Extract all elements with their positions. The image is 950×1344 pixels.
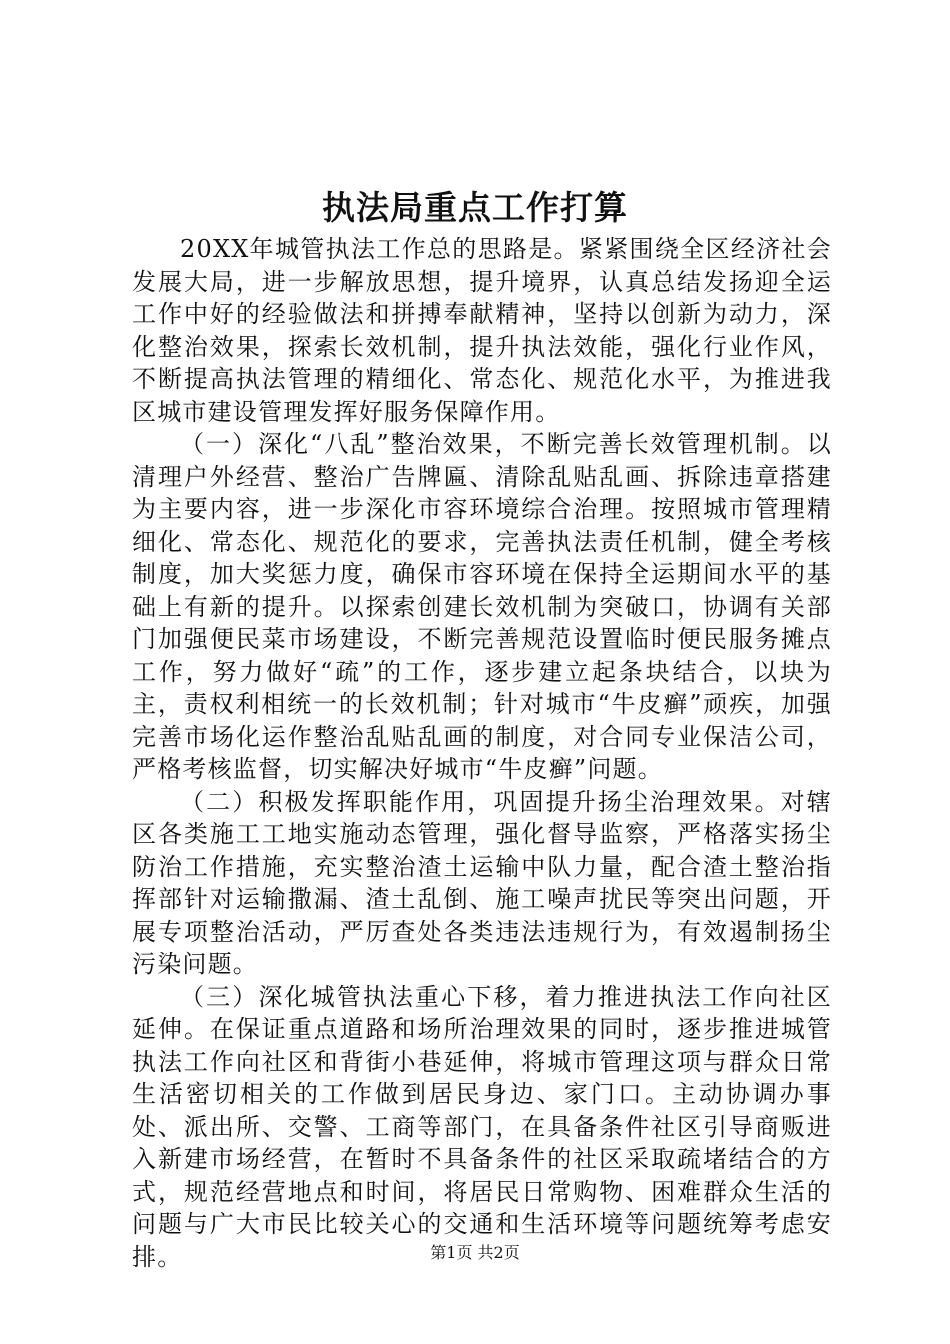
paragraph-section-1: （一）深化“八乱”整治效果，不断完善长效管理机制。以清理户外经营、整治广告牌匾、清除乱贴乱画、拆除违章搭建为主要内容，进一步深化市容环境综合治理。按照城市管理精细化、常态化、规范化的要求，完善执法责任机制，健全考核制度，加大奖惩力度，确保市容环境在保持全运期间水平的基础上有新的提升。以探索创建长效机制为突破口，协调有关部门加强便民菜市场建设，不断完善规范设置临时便民服务摊点工作，努力做好“疏”的工作，逐步建立起条块结合，以块为主，责权利相统一的长效机制；针对城市“牛皮癣”顽疾，加强完善市场化运作整治乱贴乱画的制度，对合同专业保洁公司，严格考核监督，切实解决好城市“牛皮癣”问题。 <box>132 430 832 783</box>
paragraph-section-2: （二）积极发挥职能作用，巩固提升扬尘治理效果。对辖区各类施工工地实施动态管理，强化督导监察，严格落实扬尘防治工作措施，充实整治渣土运输中队力量，配合渣土整治指挥部针对运输撒漏、渣土乱倒、施工噪声扰民等突出问题，开展专项整治活动，严厉查处各类违法违规行为，有效遏制扬尘污染问题。 <box>132 787 832 978</box>
paragraph-intro: 20XX年城管执法工作总的思路是。紧紧围绕全区经济社会发展大局，进一步解放思想，提升境界，认真总结发扬迎全运工作中好的经验做法和拼搏奉献精神，坚持以创新为动力，深化整治效果，探索长效机制，提升执法效能，强化行业作风，不断提高执法管理的精细化、常态化、规范化水平，为推进我区城市建设管理发挥好服务保障作用。 <box>132 235 832 426</box>
document-body <box>132 233 832 1273</box>
paragraph-section-3: （三）深化城管执法重心下移，着力推进执法工作向社区延伸。在保证重点道路和场所治理效果的同时，逐步推进城管执法工作向社区和背街小巷延伸，将城市管理这项与群众日常生活密切相关的工作做到居民身边、家门口。主动协调办事处、派出所、交警、工商等部门，在具备条件社区引导商贩进入新建市场经营，在暂时不具备条件的社区采取疏堵结合的方式，规范经营地点和时间，将居民日常购物、困难群众生活的问题与广大市民比较关心的交通和生活环境等问题统筹考虑安排。 <box>132 982 832 1271</box>
document-title: 执法局重点工作打算 <box>322 188 628 227</box>
page-footer: 第1页 共2页 <box>430 1243 520 1262</box>
